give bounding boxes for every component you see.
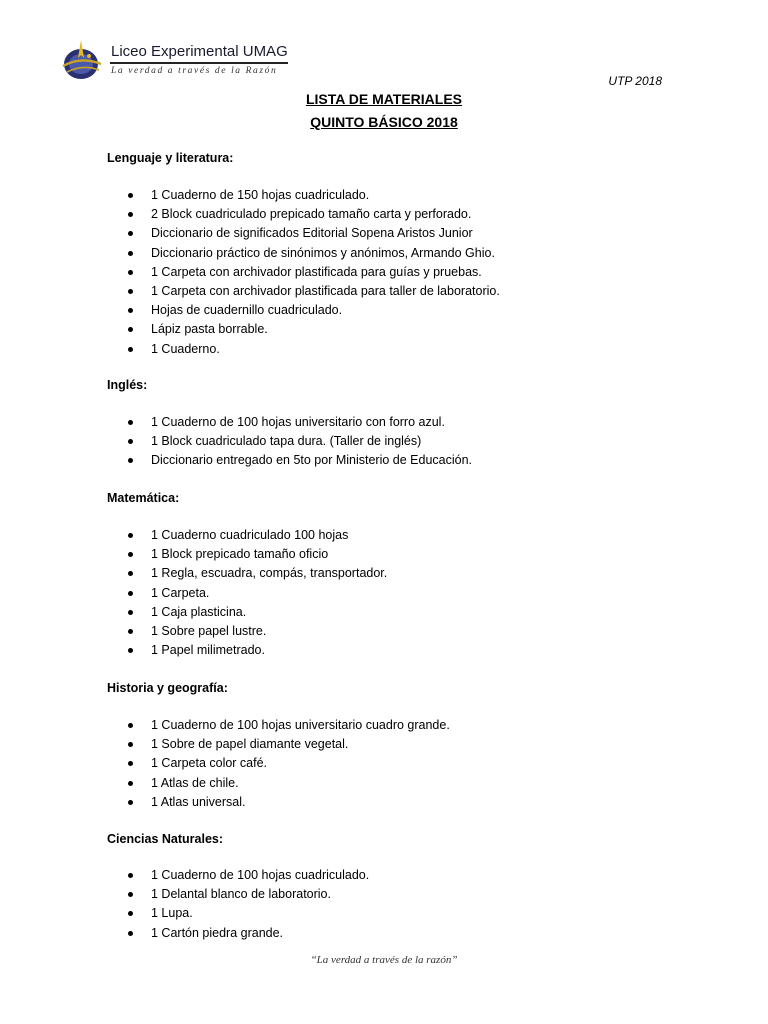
section-title-historia: Historia y geografía: (107, 681, 228, 695)
list-item-text: 1 Caja plasticina. (151, 604, 247, 619)
bullet-icon (128, 629, 133, 634)
logo-divider (110, 62, 288, 64)
bullet-icon (128, 420, 133, 425)
bullet-icon (128, 571, 133, 576)
utp-label: UTP 2018 (608, 74, 662, 88)
list-item-text: 1 Cuaderno de 100 hojas universitario con forro azul. (151, 415, 445, 429)
list-item-text: Diccionario entregado en 5to por Ministerio de Educación. (151, 453, 473, 468)
document-subtitle: QUINTO BÁSICO 2018 (310, 114, 458, 130)
materials-list-matematica (0, 526, 387, 660)
bullet-icon (128, 610, 133, 615)
list-item-text: 1 Block cuadriculado tapa dura. (Taller de inglés) (151, 434, 422, 449)
bullet-icon (128, 648, 133, 653)
bullet-icon (128, 251, 133, 256)
list-item-text: 1 Lupa. (151, 906, 193, 921)
list-item (0, 413, 472, 432)
list-item (0, 904, 369, 923)
bullet-icon (128, 742, 133, 747)
school-logo (55, 36, 295, 86)
list-item-text: 2 Block cuadriculado prepicado tamaño carta y perforado. (151, 207, 472, 222)
list-item-text: 1 Atlas de chile. (151, 775, 239, 790)
list-item (0, 866, 369, 885)
document-title: LISTA DE MATERIALES (305, 91, 463, 107)
list-item-text: 1 Atlas universal. (151, 794, 246, 809)
section-title-ingles: Inglés: (107, 378, 148, 392)
list-item (0, 224, 500, 243)
list-item (0, 432, 472, 451)
bullet-icon (128, 892, 133, 897)
list-item-text: 1 Cuaderno de 150 hojas cuadriculado. (151, 188, 370, 202)
materials-list-ciencias (0, 866, 369, 943)
bullet-icon (128, 552, 133, 557)
bullet-icon (128, 458, 133, 463)
list-item (0, 603, 387, 622)
list-item (0, 641, 387, 660)
list-item-text: 1 Papel milimetrado. (151, 643, 265, 658)
bullet-icon (128, 931, 133, 936)
list-item-text: 1 Sobre papel lustre. (151, 623, 267, 638)
bullet-icon (128, 270, 133, 275)
list-item-text: 1 Carpeta con archivador plastificada para taller de laboratorio. (151, 283, 500, 298)
list-item (0, 754, 450, 773)
bullet-icon (128, 800, 133, 805)
list-item (0, 885, 369, 904)
list-item (0, 186, 500, 205)
section-title-ciencias: Ciencias Naturales: (107, 832, 224, 846)
list-item-text: 1 Carpeta color café. (151, 756, 268, 771)
list-item-text: 1 Sobre de papel diamante vegetal. (151, 737, 349, 752)
list-item (0, 924, 369, 943)
list-item (0, 584, 387, 603)
bullet-icon (128, 761, 133, 766)
list-item-text: Diccionario práctico de sinónimos y anónimos, Armando Ghio. (151, 245, 495, 260)
list-item (0, 774, 450, 793)
list-item (0, 263, 500, 282)
bullet-icon (128, 212, 133, 217)
list-item (0, 622, 387, 641)
list-item-text: Lápiz pasta borrable. (151, 322, 268, 337)
bullet-icon (128, 193, 133, 198)
materials-list-lenguaje (0, 186, 500, 359)
bullet-icon (128, 308, 133, 313)
materials-list-historia (0, 716, 450, 812)
bullet-icon (128, 591, 133, 596)
list-item (0, 451, 472, 470)
list-item-text: 1 Delantal blanco de laboratorio. (151, 887, 331, 902)
list-item (0, 340, 500, 359)
list-item-text: 1 Cuaderno cuadriculado 100 hojas (151, 528, 349, 542)
bullet-icon (128, 289, 133, 294)
bullet-icon (128, 231, 133, 236)
bullet-icon (128, 873, 133, 878)
list-item-text: Hojas de cuadernillo cuadriculado. (151, 303, 343, 318)
list-item (0, 320, 500, 339)
list-item-text: 1 Cartón piedra grande. (151, 925, 284, 940)
list-item (0, 526, 387, 545)
bullet-icon (128, 723, 133, 728)
list-item-text: 1 Regla, escuadra, compás, transportador. (151, 566, 388, 581)
materials-list-ingles (0, 413, 472, 471)
list-item (0, 205, 500, 224)
bullet-icon (128, 347, 133, 352)
list-item-text: 1 Cuaderno de 100 hojas universitario cuadro grande. (151, 718, 450, 732)
bullet-icon (128, 439, 133, 444)
section-title-lenguaje: Lenguaje y literatura: (107, 151, 234, 165)
school-name: Liceo Experimental UMAG (111, 43, 288, 60)
list-item-text: 1 Cuaderno de 100 hojas cuadriculado. (151, 868, 370, 882)
list-item (0, 545, 387, 564)
list-item (0, 301, 500, 320)
list-item (0, 793, 450, 812)
list-item-text: 1 Cuaderno. (151, 341, 220, 356)
list-item (0, 282, 500, 301)
list-item-text: 1 Carpeta con archivador plastificada para guías y pruebas. (151, 264, 482, 279)
section-title-matematica: Matemática: (107, 491, 180, 505)
bullet-icon (128, 911, 133, 916)
school-motto: La verdad a través de la Razón (111, 66, 278, 76)
list-item (0, 735, 450, 754)
list-item-text: 1 Carpeta. (151, 585, 210, 600)
bullet-icon (128, 327, 133, 332)
list-item-text: 1 Block prepicado tamaño oficio (151, 547, 329, 562)
list-item-text: Diccionario de significados Editorial Sopena Aristos Junior (151, 226, 473, 241)
list-item (0, 244, 500, 263)
school-emblem-icon (59, 38, 107, 82)
page-footer-motto: “La verdad a través de la razón” (310, 954, 458, 966)
bullet-icon (128, 781, 133, 786)
bullet-icon (128, 533, 133, 538)
list-item (0, 564, 387, 583)
list-item (0, 716, 450, 735)
